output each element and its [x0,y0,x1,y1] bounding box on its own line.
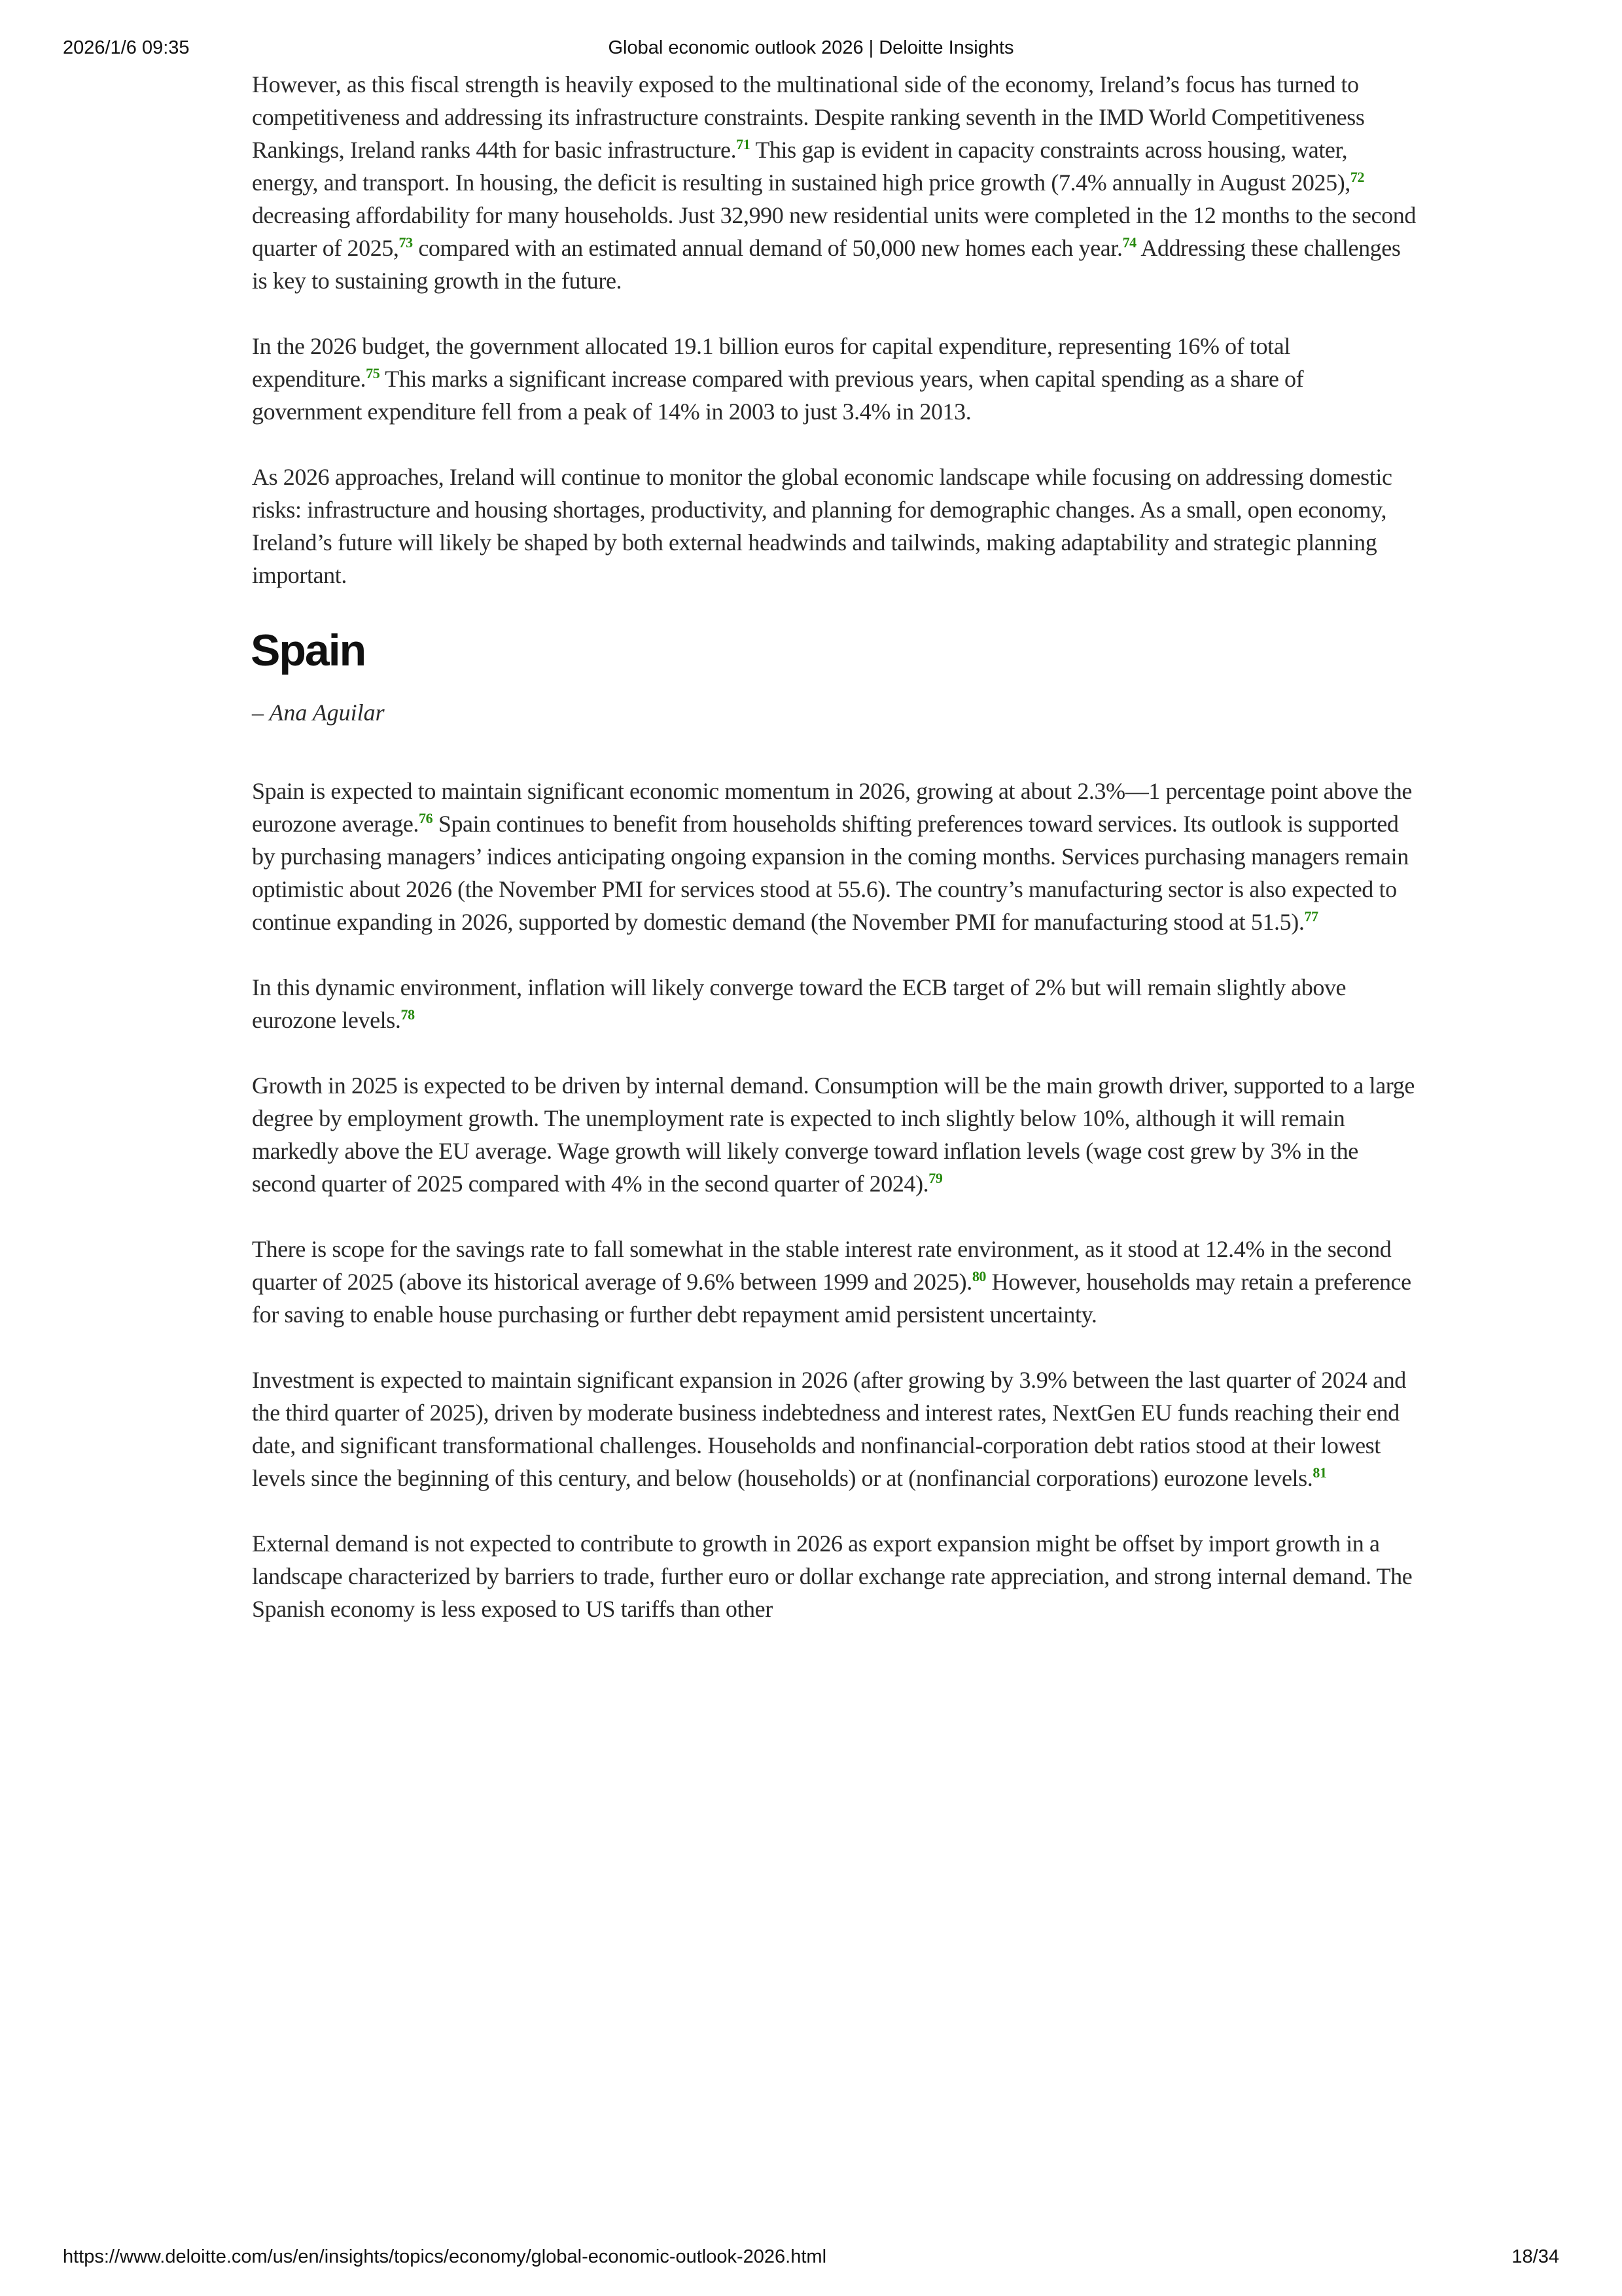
body-paragraph [252,68,1417,297]
footnote-link[interactable]: 74 [1122,234,1137,251]
paragraph-text: In this dynamic environment, inflation will likely converge toward the ECB target of 2% but will remain slightly above eurozone levels. [252,974,1347,1033]
footnote-link[interactable]: 72 [1350,169,1365,185]
print-timestamp: 2026/1/6 09:35 [63,37,190,58]
body-paragraph [252,775,1417,938]
paragraph-text: There is scope for the savings rate to fall somewhat in the stable interest rate environment, as it stood at 12.4% in the second quarter of 2025 (above its historical average of 9.6% between 1999 and 2025). [252,1236,1392,1295]
footnote-link[interactable]: 73 [398,234,413,251]
paragraph-text: Spain continues to benefit from households shifting preferences toward services. Its outlook is supported by purchasing managers’ indices anticipating ongoing expansion in the coming months. Services purchasing managers remain optimistic about 2026 (the November PMI for services stood at 55.6). The country’s manufacturing sector is also expected to continue expanding in 2026, supported by domestic demand (the November PMI for manufacturing stood at 51.5). [252,811,1409,935]
paragraph-text: In the 2026 budget, the government allocated 19.1 billion euros for capital expenditure, representing 16% of total expenditure. [252,333,1290,392]
paragraph-text: This gap is evident in capacity constraints across housing, water, energy, and transport. In housing, the deficit is resulting in sustained high price growth (7.4% annually in August 2025), [252,137,1350,196]
paragraph-text: Spain is expected to maintain significant economic momentum in 2026, growing at about 2.3%—1 percentage point above the eurozone average. [252,778,1412,837]
paragraph-text: Growth in 2025 is expected to be driven by internal demand. Consumption will be the main growth driver, supported to a large degree by employment growth. The unemployment rate is expected to inch slightly below 10%, although it will remain markedly above the EU average. Wage growth will likely converge toward inflation levels (wage cost grew by 3% in the second quarter of 2025 compared with 4% in the second quarter of 2024). [252,1072,1415,1197]
section-author: – Ana Aguilar [252,699,385,726]
paragraph-group-ireland [252,68,1417,592]
paragraph-text: Addressing these challenges is key to sustaining growth in the future. [252,235,1401,294]
footnote-link[interactable]: 75 [366,365,380,381]
footnote-link[interactable]: 81 [1313,1464,1327,1481]
article-body [252,68,1417,1658]
print-page-title: Global economic outlook 2026 | Deloitte Insights [608,37,1014,58]
body-paragraph [252,1364,1417,1494]
footnote-link[interactable]: 71 [736,136,750,152]
body-paragraph [252,1527,1417,1625]
paragraph-text: Investment is expected to maintain significant expansion in 2026 (after growing by 3.9% between the last quarter of 2024 and the third quarter of 2025), driven by moderate business indebtedness and interest rates, NextGen EU funds reaching their end date, and significant transformational challenges. Households and nonfinancial-corporation debt ratios stood at their lowest levels since the beginning of this century, and below (households) or at (nonfinancial corporations) eurozone levels. [252,1367,1406,1491]
paragraph-text: As 2026 approaches, Ireland will continue to monitor the global economic landscape while focusing on addressing domestic risks: infrastructure and housing shortages, productivity, and planning for demographic changes. As a small, open economy, Ireland’s future will likely be shaped by both external headwinds and tailwinds, making adaptability and strategic planning important. [252,464,1392,588]
footnote-link[interactable]: 78 [400,1006,415,1023]
paragraph-text: However, households may retain a preference for saving to enable house purchasing or further debt repayment amid persistent uncertainty. [252,1269,1411,1328]
print-url: https://www.deloitte.com/us/en/insights/topics/economy/global-economic-outlook-2026.html [63,2246,827,2267]
body-paragraph [252,461,1417,592]
section-heading: Spain [251,626,366,675]
paragraph-text: However, as this fiscal strength is heavily exposed to the multinational side of the economy, Ireland’s focus has turned to competitiveness and addressing its infrastructure constraints. Despite ranking seventh in the IMD World Competitiveness Rankings, Ireland ranks 44th for basic infrastructure. [252,71,1365,163]
footnote-link[interactable]: 77 [1304,908,1318,925]
paragraph-group-spain [252,775,1417,1625]
paragraph-text: External demand is not expected to contribute to growth in 2026 as export expansion might be offset by import growth in a landscape characterized by barriers to trade, further euro or dollar exchange rate appreciation, and strong internal demand. The Spanish economy is less exposed to US tariffs than other [252,1530,1413,1622]
footnote-link[interactable]: 79 [928,1170,943,1186]
paragraph-text: compared with an estimated annual demand of 50,000 new homes each year. [412,235,1123,261]
paragraph-text: This marks a significant increase compared with previous years, when capital spending as a share of government expenditure fell from a peak of 14% in 2003 to just 3.4% in 2013. [252,366,1304,425]
paragraph-text: decreasing affordability for many households. Just 32,990 new residential units were completed in the 12 months to the second quarter of 2025, [252,202,1416,261]
body-paragraph [252,971,1417,1036]
body-paragraph [252,1233,1417,1331]
body-paragraph [252,330,1417,428]
footnote-link[interactable]: 76 [419,810,433,826]
footnote-link[interactable]: 80 [972,1268,987,1284]
body-paragraph [252,1069,1417,1200]
page-number: 18/34 [1511,2246,1559,2267]
